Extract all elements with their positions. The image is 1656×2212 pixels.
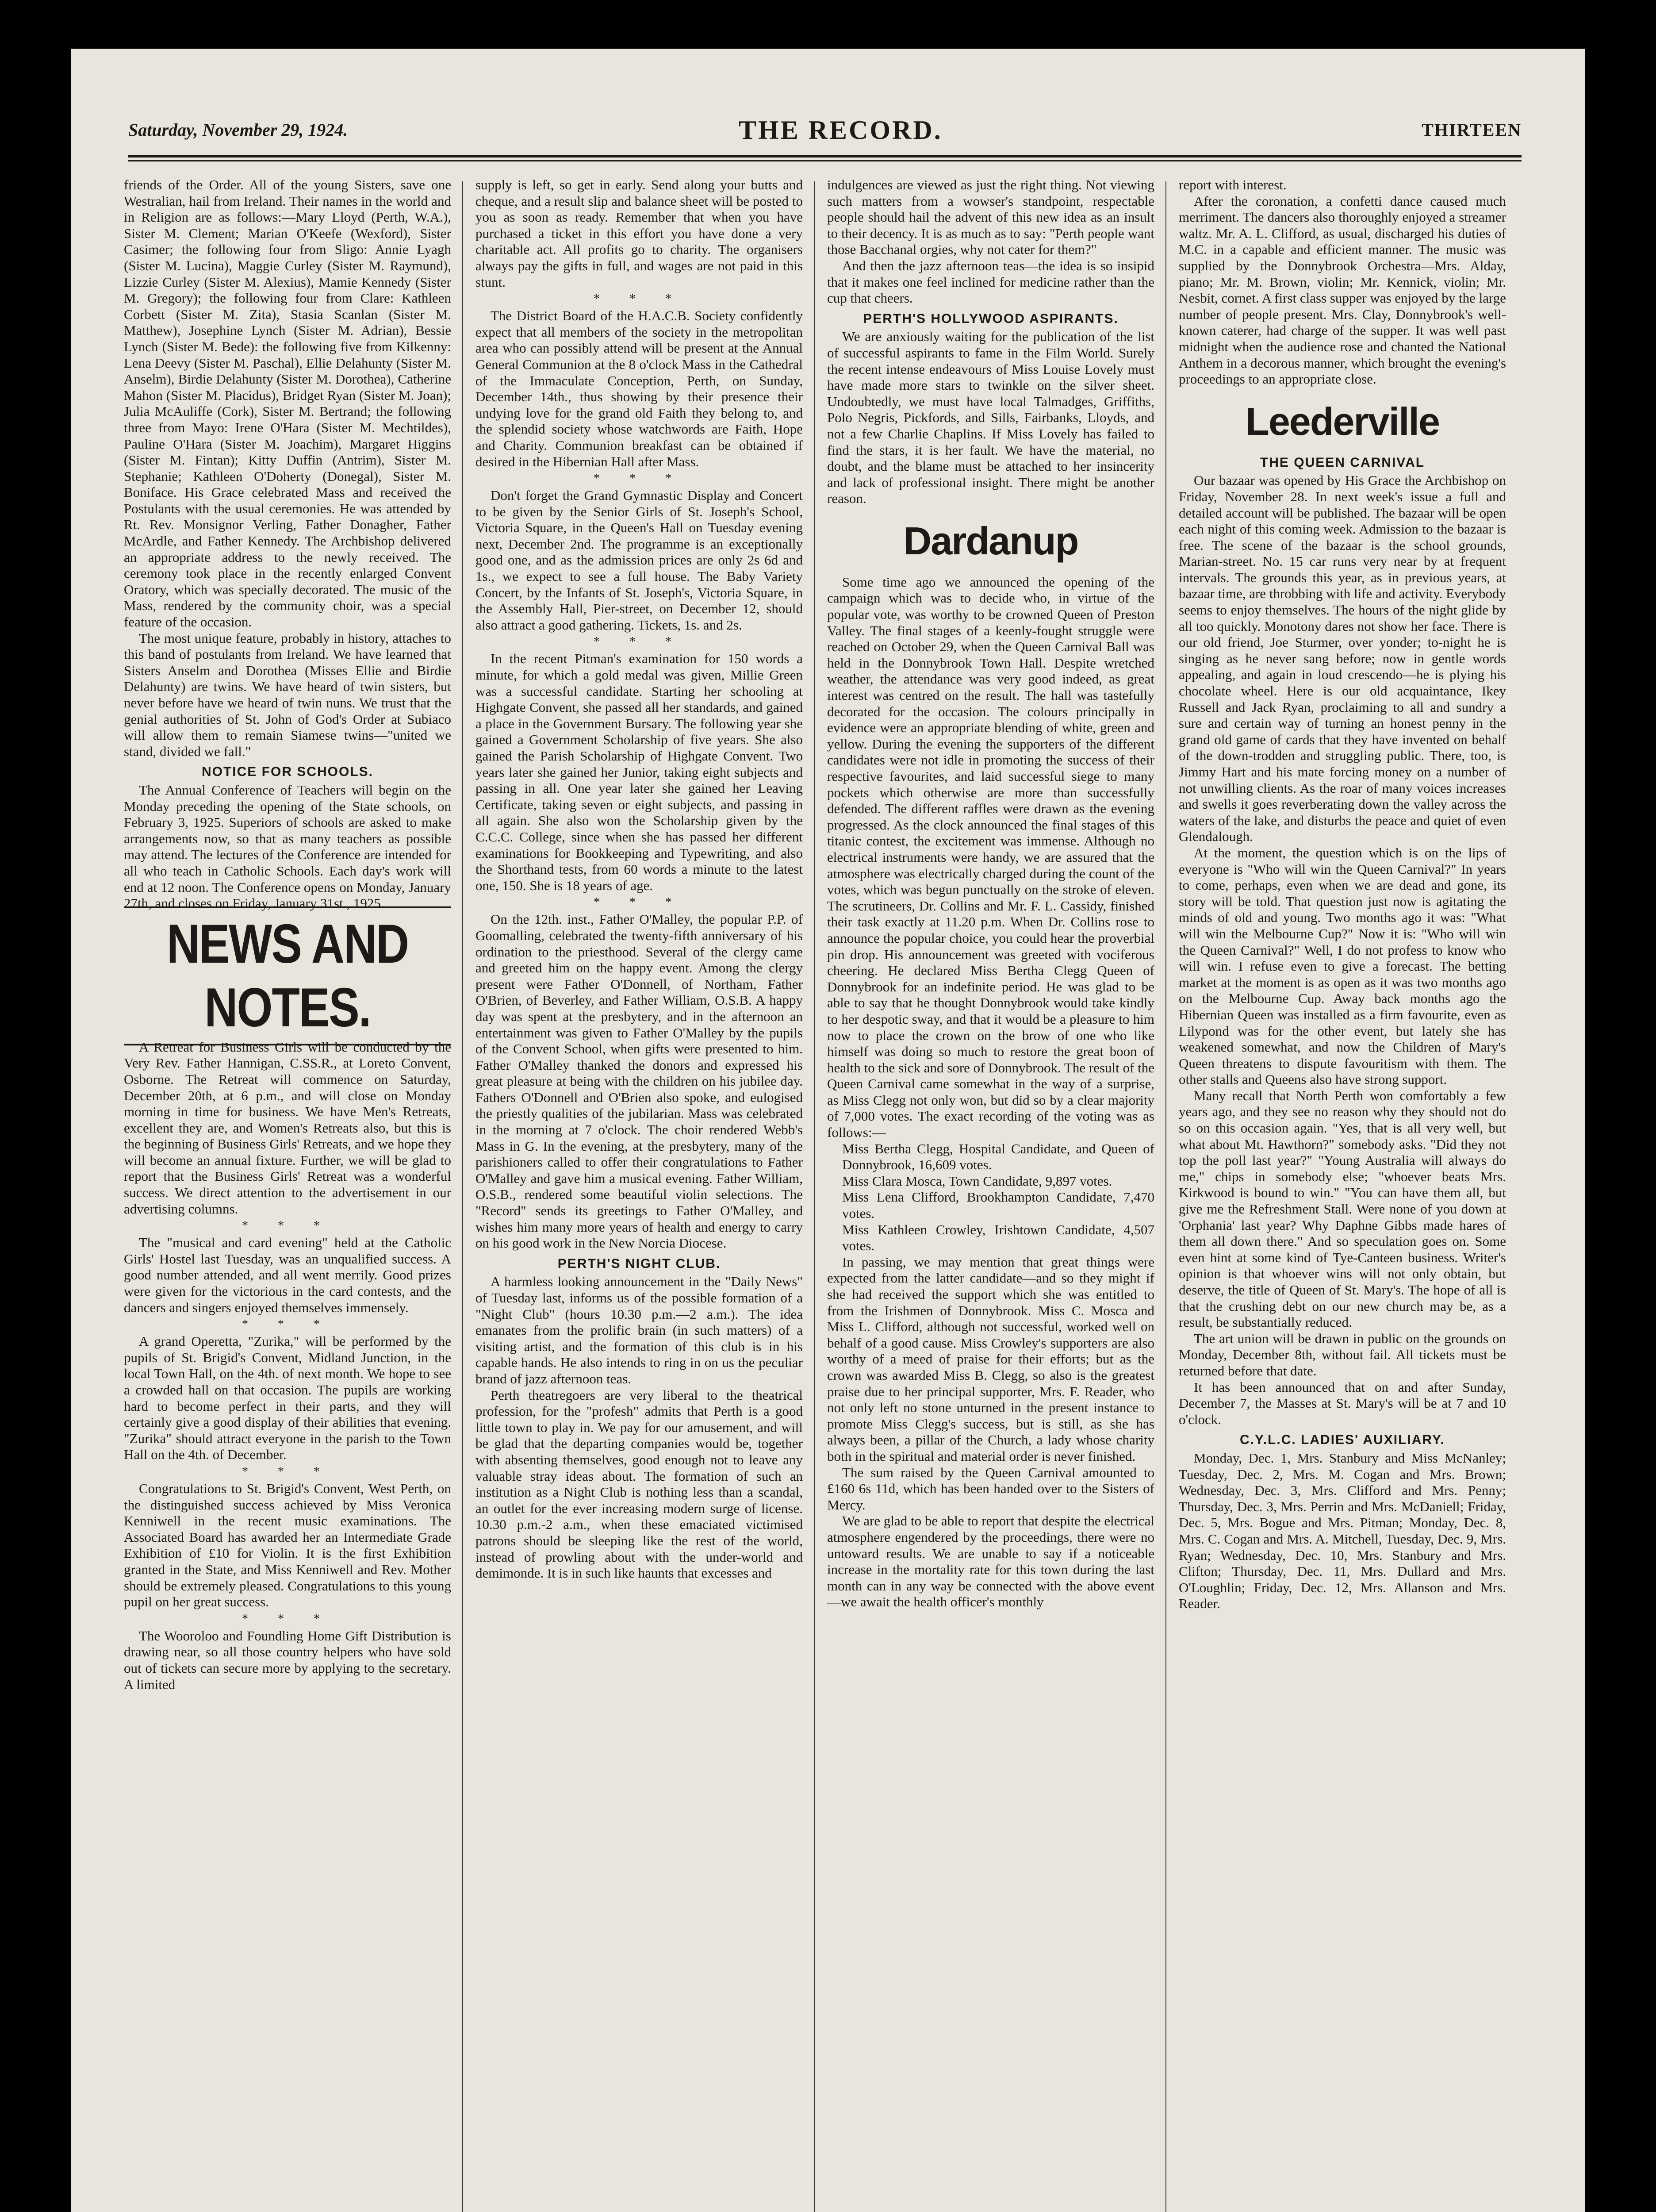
article-text: The Wooroloo and Foundling Home Gift Distribution is drawing near, so all those country helpers who have sold out of tickets can secure more by applying to the secretary. A limited: [124, 1628, 451, 1692]
masthead-rule: [128, 155, 1522, 157]
separator: * * *: [242, 1612, 333, 1626]
column-divider: [814, 181, 815, 2212]
article-text: friends of the Order. All of the young Sisters, save one Westralian, hail from Ireland. Their names in the world and in Religion are as follows:—Mary Lloyd (Perth, W.A.), Sister M. Clement; Marian O'Keefe (Wexford), Sister Casimer; the following four from Sligo: Annie Lyagh (Sister M. Lucina), Maggie Curley (Sister M. Raymund), Lizzie Curley (Sister M. Alexius), Mamie Kennedy (Sister M. Gregory); the following four from Clare: Kathleen Corbett (Sister M. Zita), Stasia Scanlan (Sister M. Matthew), Josephine Lynch (Sister M. Adrian), Bessie Lynch (Sister M. Bede): the following five from Kilkenny: Lena Deevy (Sister M. Paschal), Ellie Delahunty (Sister M. Anselm), Birdie Delahunty (Sister M. Dorothea), Catherine Mahon (Sister M. Placidus), Bridget Ryan (Sister M. Joan); Julia McAuliffe (Cork), Sister M. Bertrand; the following three from Mayo: Irene O'Hara (Sister M. Mechtildes), Pauline O'Hara (Sister M. Joachim), Margaret Higgins (Sister M. Fintan); Kitty Duffin (Antrim), Sister M. Stephanie; Kathleen O'Doherty (Donegal), Sister M. Boniface. His Grace celebrated Mass and received the Postulants with the usual ceremonies. He was attended by Rt. Rev. Monsignor Verling, Father Donagher, Father McArdle, and Father Kennedy. The Archbishop delivered an appropriate address to the newly received. The ceremony took place in the recently enlarged Convent Oratory, which was specially decorated. The music of the Mass, rendered by the community choir, was a special feature of the occasion.: [124, 177, 451, 630]
article-text: It has been announced that on and after Sunday, December 7, the Masses at St. Mary's will be at 7 and 10 o'clock.: [1179, 1379, 1506, 1427]
article-text: Some time ago we announced the opening of the campaign which was to decide who, in virtue of the popular vote, was worthy to be crowned Queen of Preston Valley. The final stages of a keenly-fought struggle were reached on October 29, when the Queen Carnival Ball was held in the Donnybrook Town Hall. Despite wretched weather, the attendance was very good indeed, as great interest was centred on the result. The hall was tastefully decorated for the occasion. The colours principally in evidence were an appropriate blending of white, green and yellow. During the evening the supporters of the different candidates were not idle in promoting the success of their respective favourites, and laid successful siege to many pockets which otherwise are more than successfully defended. The different raffles were drawn as the evening progressed. As the clock announced the final stages of this titanic contest, the excitement was immense. Although no electrical instruments were handy, we are assured that the atmosphere was electrically charged during the count of the votes, which was begun punctually on the stroke of eleven. The scrutineers, Dr. Collins and Mr. F. L. Cassidy, finished their task exactly at 11.20 p.m. When Dr. Collins rose to announce the popular choice, you could hear the proverbial pin drop. His announcement was greeted with vociferous cheering. He declared Miss Bertha Clegg Queen of Donnybrook for an indefinite period. He was glad to be able to say that he thought Donnybrook would take kindly to her despotic sway, and that it would be a pleasure to him now to place the crown on the brow of one who like himself was doing so much to restore the great boon of health to the sick and sore of Donnybrook. The result of the Queen Carnival came somewhat in the way of a surprise, as Miss Clegg not only won, but did so by a clear majority of 7,000 votes. The exact recording of the voting was as follows:—: [827, 574, 1154, 1141]
article-text: We are anxiously waiting for the publication of the list of successful aspirants to fame in the Film World. Surely the recent intense endeavours of Miss Louise Lovely must have made more stars to twinkle on the silver sheet. Undoubtedly, we must have local Talmadges, Griffiths, Polo Negris, Pickfords, and Sills, Fairbanks, Lloyds, and not a few Charlie Chaplins. If Miss Lovely has failed to find the stars, it is her fault. We have the material, no doubt, and the blame must be attached to her insincerity and lack of professional insight. There might be another reason.: [827, 329, 1154, 507]
column-divider: [462, 181, 463, 2212]
article-text: Many recall that North Perth won comfortably a few years ago, and they see no reason why they should not do so on this occasion again. "Yes, that is all very well, but what about Mt. Hawthorn?" somebody asks. "Did they not top the poll last year?" "Young Australia will always do me," chips in somebody else; "whoever beats Mrs. Kirkwood is bound to win." "You can have them all, but give me the Refreshment Stall. Were none of you down at 'Orphania' last year? Why Daphne Gibbs made hares of them all down there." And so speculation goes on. Some even hint at some kind of Tye-Canteen business. Writer's opinion is that whoever wins will not only obtain, but deserve, the title of Queen of St. Mary's. The hope of all is that the crushing debt on our new church may be, as a result, be substantially reduced.: [1179, 1087, 1506, 1330]
separator: * * *: [242, 1219, 333, 1233]
article-text: Congratulations to St. Brigid's Convent, West Perth, on the distinguished success achieved by Miss Veronica Kenniwell in the recent music examinations. The Associated Board has awarded her an Intermediate Grade Exhibition of £10 for Violin. It is the first Exhibition granted in the State, and Miss Kenniwell and Rev. Mother should be extremely pleased. Congratulations to this young pupil on her great success.: [124, 1480, 451, 1610]
section-heading: PERTH'S NIGHT CLUB.: [557, 1256, 721, 1271]
vote-result: Miss Bertha Clegg, Hospital Candidate, and Queen of Donnybrook, 16,609 votes.: [842, 1141, 1154, 1173]
newspaper-page: [71, 49, 1585, 2212]
article-text: In the recent Pitman's examination for 150 words a minute, for which a gold medal was given, Millie Green was a successful candidate. Starting her schooling at Highgate Convent, she passed all her standards, and gained a place in the Government Bursary. The following year she gained a Government Scholarship of five years. She also gained the Parish Scholarship of Highgate Convent. Two years later she gained her Junior, taking eight subjects and passing in all. One year later she gained her Leaving Certificate, taking seven or eight subjects, and passing in all again. She also won the Scholarship given by the C.C.C. College, since when she has passed her different examinations for Bookkeeping and Typewriting, and also the Shorthand tests, from 60 words a minute to the latest one, 150. She is 18 years of age.: [475, 651, 803, 893]
masthead: [128, 115, 1522, 150]
column-1: [124, 177, 451, 2212]
article-text: The sum raised by the Queen Carnival amounted to £160 6s 11d, which has been handed over to the Sisters of Mercy.: [827, 1464, 1154, 1513]
column-4: [1179, 177, 1506, 2212]
separator: * * *: [594, 472, 685, 486]
paper-title: THE RECORD.: [739, 115, 943, 145]
article-text: After the coronation, a confetti dance caused much merriment. The dancers also thoroughly enjoyed a streamer waltz. Mr. A. L. Clifford, as usual, discharged his duties of M.C. in a capable and efficient manner. The music was supplied by the Donnybrook Orchestra—Mrs. Alday, piano; Mr. M. Brown, violin; Mr. Kennick, violin; Mr. Nesbit, cornet. A first class supper was enjoyed by the large number of people present. Mrs. Clay, Donnybrook's well-known caterer, had charge of the supper. It was well past midnight when the audience rose and chanted the National Anthem in a decorous manner, which brought the evening's proceedings to an appropriate close.: [1179, 193, 1506, 387]
article-text: A Retreat for Business Girls will be conducted by the Very Rev. Father Hannigan, C.SS.R., at Loreto Convent, Osborne. The Retreat will commence on Saturday, December 20th, at 6 p.m., and will close on Monday morning in time for business. We have Men's Retreats, excellent they are, and Women's Retreats also, but this is the beginning of Business Girls' Retreats, and we hope they will become an annual fixture. Further, we will be glad to report that the Business Girls' Retreat was a wonderful success. We direct attention to the advertisement in our advertising columns.: [124, 1039, 451, 1217]
separator: * * *: [594, 635, 685, 649]
article-text: In passing, we may mention that great things were expected from the latter candidate—and so they might if she had received the support which she was entitled to from the Irishmen of Donnybrook. Miss C. Mosca and Miss L. Clifford, although not successful, worked well on behalf of a good cause. Miss Crowley's supporters are also worthy of a meed of praise for their efforts; but as the crown was awarded Miss B. Clegg, so also is the greatest praise due to her principal supporter, Mrs. F. Reader, who not only left no stone unturned in the present instance to promote Miss Clegg's success, but is still, as she has always been, a pillar of the Church, a lady whose charity both in the spiritual and material order is never finished.: [827, 1254, 1154, 1464]
article-text: The art union will be drawn in public on the grounds on Monday, December 8th, without fail. All tickets must be returned before that date.: [1179, 1330, 1506, 1379]
column-2: [475, 177, 803, 2212]
news-and-notes-heading: NEWS AND NOTES.: [124, 906, 451, 1045]
section-heading: C.Y.L.C. LADIES' AUXILIARY.: [1240, 1432, 1445, 1448]
separator: * * *: [594, 292, 685, 306]
article-text: A grand Operetta, "Zurika," will be performed by the pupils of St. Brigid's Convent, Midland Junction, in the local Town Hall, on the 4th. of next month. We hope to see a crowded hall on that occasion. The pupils are working hard to become perfect in their parts, and they will certainly give a good display of their abilities that evening. "Zurika" should attract everyone in the parish to the Town Hall on the 4th. of December.: [124, 1333, 451, 1463]
article-text: And then the jazz afternoon teas—the idea is so insipid that it makes one feel inclined for medicine rather than the cup that cheers.: [827, 257, 1154, 306]
column-3: [827, 177, 1154, 2212]
leederville-heading: Leederville: [1246, 399, 1439, 443]
separator: * * *: [594, 895, 685, 910]
masthead-rule-thin: [128, 160, 1522, 161]
article-text: supply is left, so get in early. Send along your butts and cheque, and a result slip and balance sheet will be posted to you as soon as ready. Remember that when you have purchased a ticket in this effort you have done a very charitable act. All profits go to charity. The organisers always pay the gifts in full, and wages are not paid in this stunt.: [475, 177, 803, 290]
article-text: The most unique feature, probably in history, attaches to this band of postulants from Ireland. We have learned that Sisters Anselm and Dorothea (Misses Ellie and Birdie Delahunty) are twins. We have heard of twin sisters, but never before have we heard of twin nuns. We trust that the genial authorities of St. John of God's Order at Subiaco will allow them to remain Siamese twins—"united we stand, divided we fall.": [124, 630, 451, 759]
issue-date: Saturday, November 29, 1924.: [128, 120, 348, 140]
article-text: The "musical and card evening" held at the Catholic Girls' Hostel last Tuesday, was an unqualified success. A good number attended, and all went merrily. Good prizes were given for the victorious in the card contests, and the dancers and singers enjoyed themselves immensely.: [124, 1235, 451, 1315]
section-heading: NOTICE FOR SCHOOLS.: [201, 764, 373, 780]
article-text: A harmless looking announcement in the "Daily News" of Tuesday last, informs us of the possible formation of a "Night Club" (hours 10.30 p.m.—2 a.m.). The idea emanates from the prolific brain (in such matters) of a visiting artist, and the formation of this club is in his capable hands. He also intends to ring in on us the peculiar brand of jazz afternoon teas.: [475, 1274, 803, 1386]
separator: * * *: [242, 1464, 333, 1479]
page-number: THIRTEEN: [1422, 120, 1522, 140]
article-text: indulgences are viewed as just the right thing. Not viewing such matters from a wowser's standpoint, respectable people should hail the advent of this new idea as an insult to their decency. It is as much as to say: "Perth people want those Bacchanal orgies, why not cater for them?": [827, 177, 1154, 257]
vote-result: Miss Lena Clifford, Brookhampton Candidate, 7,470 votes.: [842, 1189, 1154, 1221]
separator: * * *: [242, 1317, 333, 1332]
article-text: Don't forget the Grand Gymnastic Display and Concert to be given by the Senior Girls of St. Joseph's School, Victoria Square, in the Queen's Hall on Tuesday evening next, December 2nd. The programme is an exceptionally good one, and as the admission prices are only 2s 6d and 1s., we expect to see a full house. The Baby Variety Concert, by the Infants of St. Joseph's, Victoria Square, in the Assembly Hall, Pier-street, on December 12, should also attract a good gathering. Tickets, 1s. and 2s.: [475, 488, 803, 633]
article-text: Our bazaar was opened by His Grace the Archbishop on Friday, November 28. In next week's issue a full and detailed account will be published. The bazaar will be open each night of this coming week. Admission to the bazaar is free. The scene of the bazaar is the school grounds, Marian-street. No. 15 car runs very near by at frequent intervals. The grounds this year, as in previous years, at bazaar time, are throbbing with life and activity. Everybody seems to enjoy themselves. The hours of the night glide by all too quickly. Monotony dares not show her face. There is our old friend, Joe Sturmer, over yonder; to-night he is singing as he never sang before; now in gentle words appealing, and again in loud crescendo—he is plying his chocolate wheel. Here is our old acquaintance, Ikey Russell and Jack Ryan, proclaiming to all and sundry a sure and certain way of turning an honest penny in the grand old game of cards that they have invented on behalf of the down-trodden and struggling public. There, too, is Jimmy Hart and his mate forcing money on a number of not unwilling clients. As the roar of many voices increases and swells it goes reverberating down the valley across the waters of the lake, and disturbs the peace and quiet of even Glendalough.: [1179, 472, 1506, 845]
article-text: We are glad to be able to report that despite the electrical atmosphere engendered by the proceedings, there were no untoward results. We are unable to say if a noticeable increase in the mortality rate for this town during the last month can in any way be connected with the above event—we await the health officer's monthly: [827, 1513, 1154, 1610]
section-heading: THE QUEEN CARNIVAL: [1260, 455, 1425, 470]
article-text: The District Board of the H.A.C.B. Society confidently expect that all members of the society in the metropolitan area who can possibly attend will be present at the Annual General Communion at the 8 o'clock Mass in the Cathedral of the Immaculate Conception, Perth, on Sunday, December 14th., thus showing by their presence their undying love for the grand old Faith they belong to, and the splendid society whose watchwords are Faith, Hope and Charity. Communion breakfast can be obtained if desired in the Hibernian Hall after Mass.: [475, 308, 803, 469]
article-text: On the 12th. inst., Father O'Malley, the popular P.P. of Goomalling, celebrated the twenty-fifth anniversary of his ordination to the priesthood. Several of the clergy came and greeted him on the happy event. Among the clergy present were Father O'Donnell, of Northam, Father O'Brien, of Beverley, and Father William, O.S.B. A happy day was spent at the presbytery, and in the afternoon an entertainment was given to Father O'Malley by the pupils of the Convent School, when gifts were presented to him. Father O'Malley thanked the donors and expressed his great pleasure at being with the children on his jubilee day. Fathers O'Donnell and O'Brien also spoke, and eulogised the priestly qualities of the jubilarian. Mass was celebrated in the morning at 7 o'clock. The choir rendered Webb's Mass in G. In the evening, at the presbytery, many of the parishioners called to offer their congratulations to Father O'Malley and gave him a musical evening. Father William, O.S.B., rendered some beautiful violin selections. The "Record" sends its greetings to Father O'Malley, and wishes him many more years of health and energy to carry on his good work in the New Norcia Diocese.: [475, 911, 803, 1251]
article-text: Monday, Dec. 1, Mrs. Stanbury and Miss McNanley; Tuesday, Dec. 2, Mrs. M. Cogan and Mrs. Brown; Wednesday, Dec. 3, Mrs. Clifford and Mrs. Penny; Thursday, Dec. 3, Mrs. Perrin and Mrs. McDaniell; Friday, Dec. 5, Mrs. Bogue and Mrs. Pitman; Monday, Dec. 8, Mrs. C. Cogan and Mrs. A. Mitchell, Tuesday, Dec. 9, Mrs. Ryan; Wednesday, Dec. 10, Mrs. Stanbury and Mrs. Clifton; Thursday, Dec. 11, Mrs. Dullard and Mrs. O'Loughlin; Friday, Dec. 12, Mrs. Allanson and Mrs. Reader.: [1179, 1450, 1506, 1612]
article-text: At the moment, the question which is on the lips of everyone is "Who will win the Queen Carnival?" In years to come, perhaps, even when we are dead and gone, its story will be told. That question just now is agitating the minds of old and young. Two months ago it was: "What will win the Melbourne Cup?" Now it is: "Who will win the Queen Carnival?" Well, I do not profess to know who will win. I refuse even to give a forecast. The betting market at the moment is as open as it was two months ago on the Melbourne Cup. Away back months ago the Hibernian Queen was installed as a firm favourite, even as Lilypond was for the other event, but lately she has weakened somewhat, and now the Children of Mary's Queen threatens to dispute favouritism with them. The other stalls and Queens also have strong support.: [1179, 845, 1506, 1087]
dardanup-heading: Dardanup: [903, 518, 1078, 563]
vote-result: Miss Clara Mosca, Town Candidate, 9,897 votes.: [842, 1173, 1112, 1189]
article-text: Perth theatregoers are very liberal to the theatrical profession, for the "profesh" admits that Perth is a good little town to play in. We pay for our amusement, and will be glad that the departing companies would be, together with absenting themselves, good enough not to leave any valuable stray ideas about. The formation of such an institution as a Night Club is nothing less than a scandal, an outlet for the ever increasing modern surge of license. 10.30 p.m.-2 a.m., when these emaciated victimised patrons should be sleeping like the rest of the world, instead of prowling about with the under-world and demimonde. It is in such like haunts that excesses and: [475, 1387, 803, 1581]
article-text: report with interest.: [1179, 177, 1287, 192]
vote-result: Miss Kathleen Crowley, Irishtown Candidate, 4,507 votes.: [842, 1221, 1154, 1254]
section-heading: PERTH'S HOLLYWOOD ASPIRANTS.: [863, 311, 1119, 326]
article-text: The Annual Conference of Teachers will begin on the Monday preceding the opening of the State schools, on February 3, 1925. Superiors of schools are asked to make arrangements now, so that as many teachers as possible may attend. The lectures of the Conference are intended for all who teach in Catholic Schools. Each day's work will end at 12 noon. The Conference opens on Monday, January 27th, and closes on Friday, January 31st., 1925.: [124, 782, 451, 911]
column-divider: [1165, 181, 1166, 2212]
